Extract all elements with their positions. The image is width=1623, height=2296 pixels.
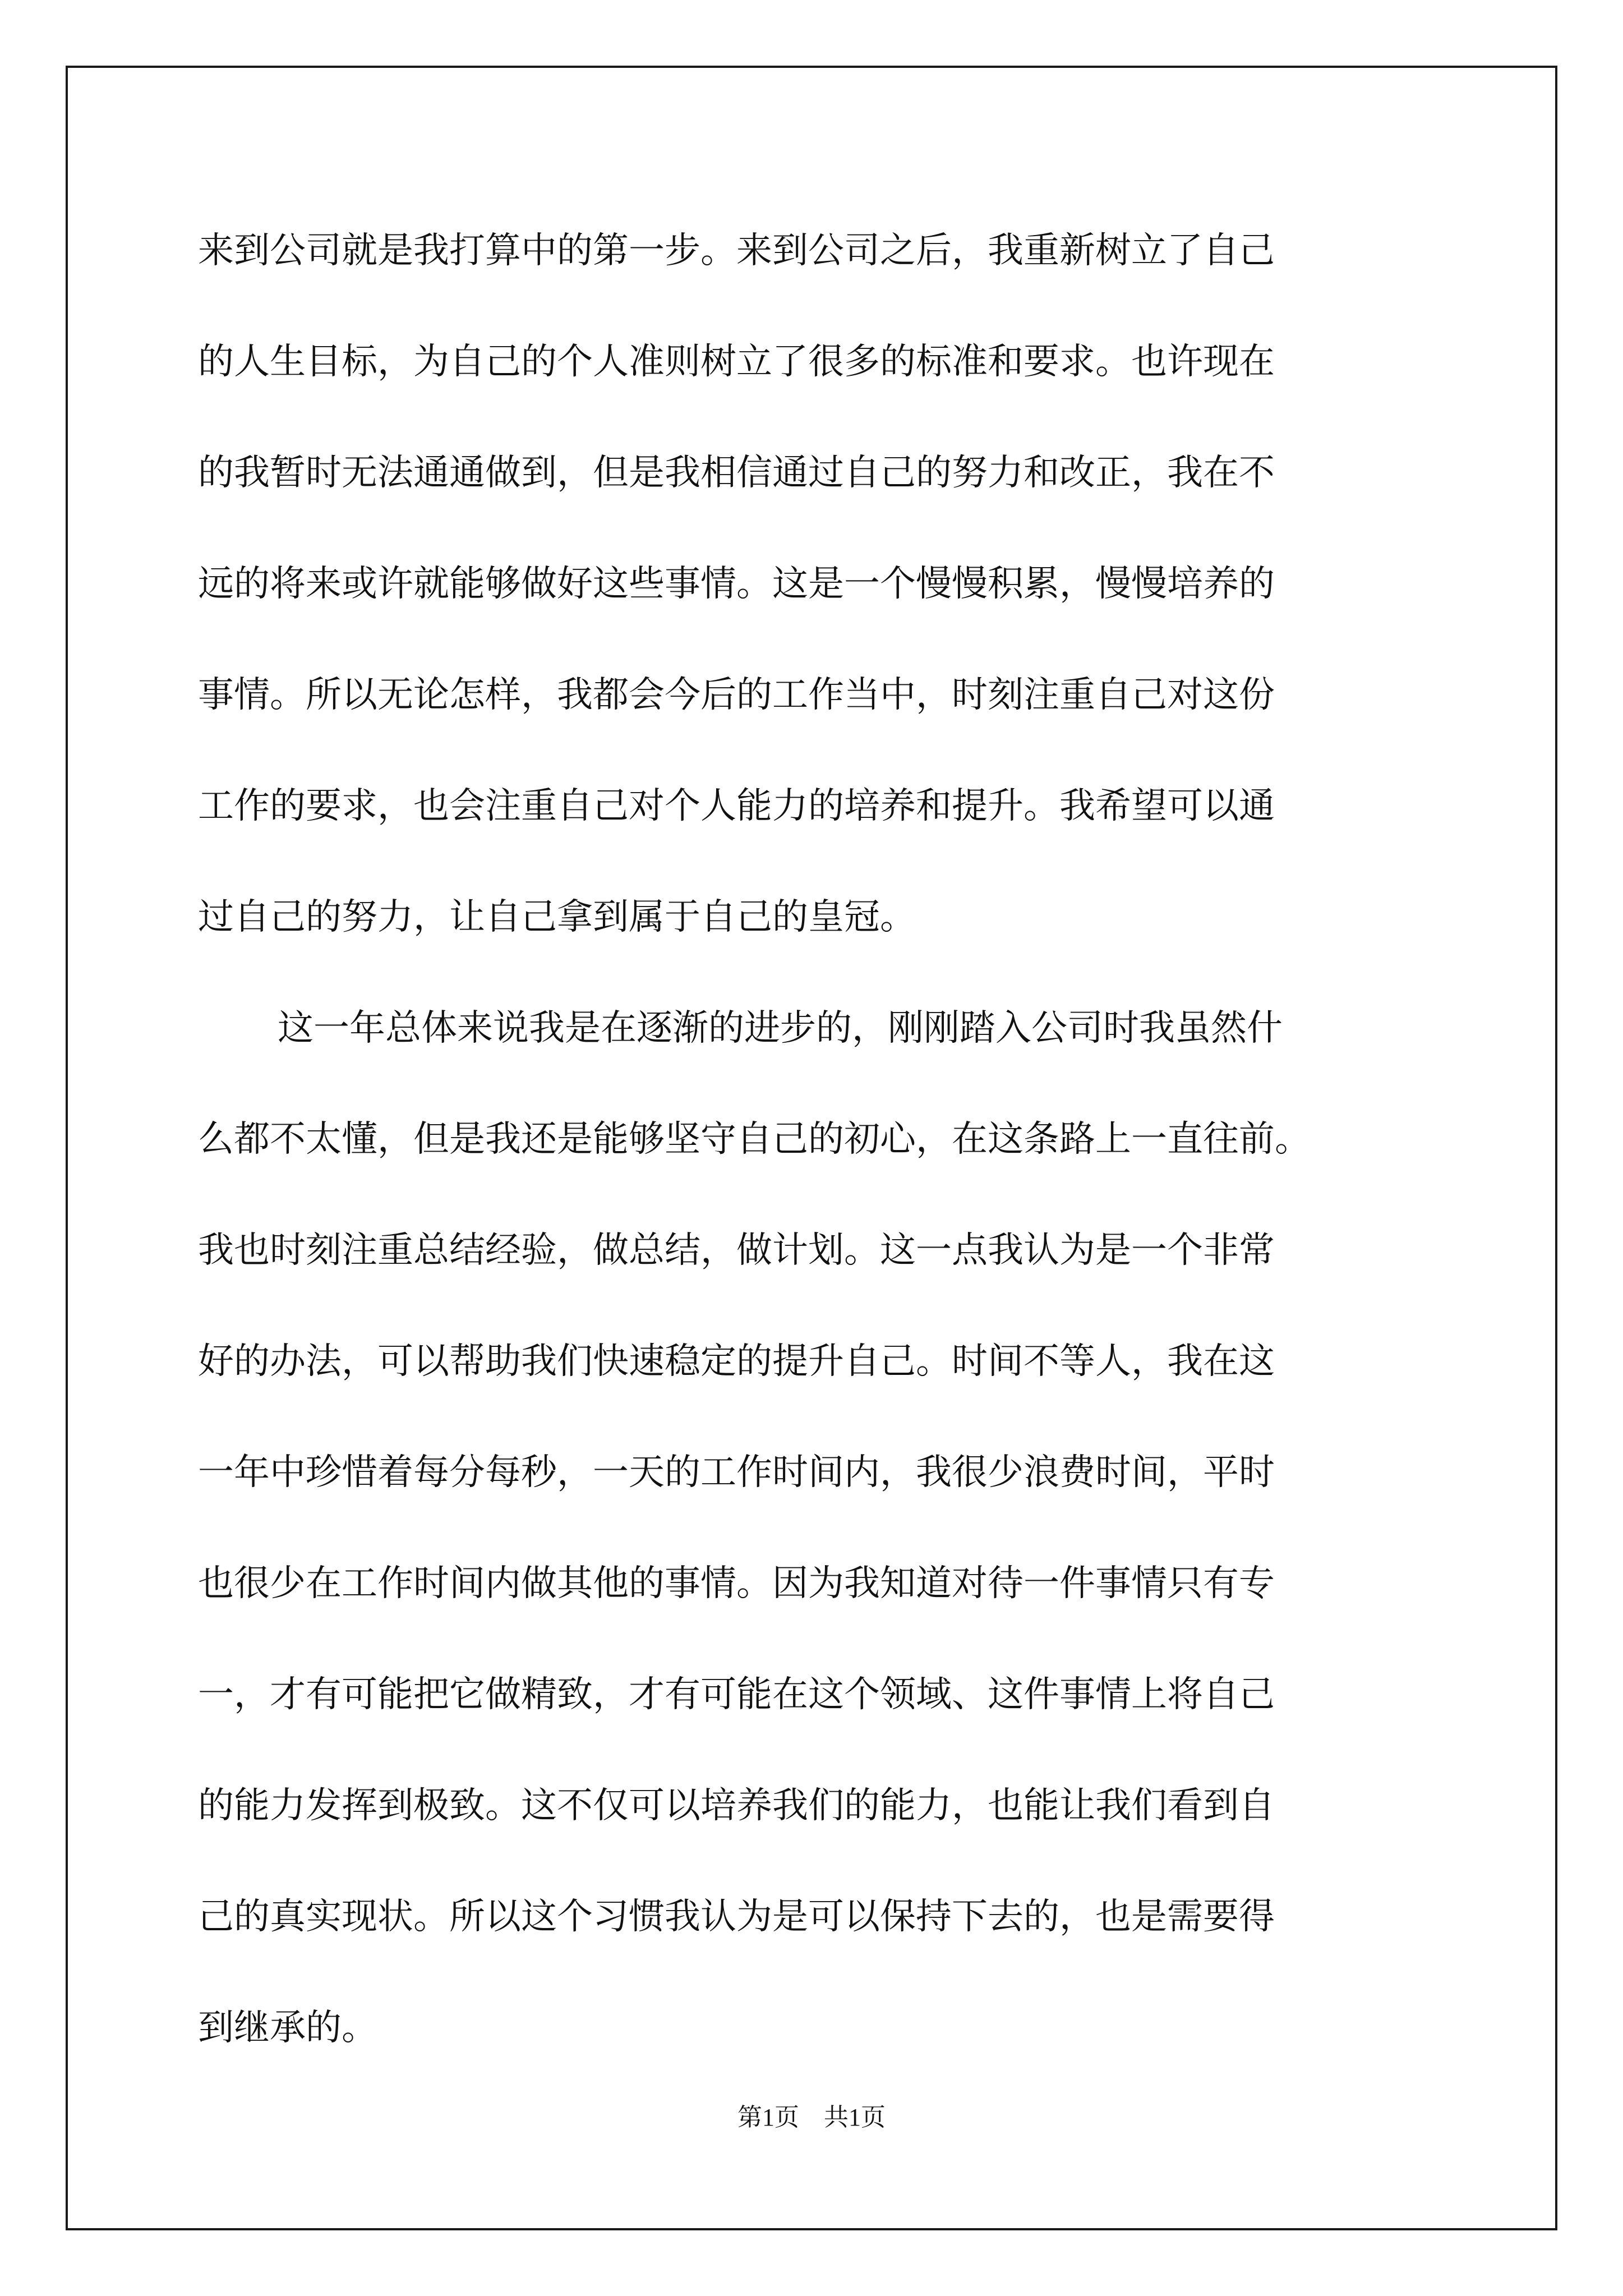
paragraph-2-line-2: 么都不太懂，但是我还是能够坚守自己的初心，在这条路上一直往前。	[198, 1119, 1311, 1160]
paragraph-2-line-3: 我也时刻注重总结经验，做总结，做计划。这一点我认为是一个非常	[198, 1230, 1275, 1271]
paragraph-1-line-2: 的人生目标，为自己的个人准则树立了很多的标准和要求。也许现在	[198, 341, 1275, 383]
paragraph-2-line-10: 到继承的。	[198, 2007, 377, 2049]
paragraph-2-line-5: 一年中珍惜着每分每秒，一天的工作时间内，我很少浪费时间，平时	[198, 1452, 1275, 1493]
paragraph-1-line-4: 远的将来或许就能够做好这些事情。这是一个慢慢积累，慢慢培养的	[198, 563, 1275, 605]
paragraph-2-line-8: 的能力发挥到极致。这不仅可以培养我们的能力，也能让我们看到自	[198, 1785, 1275, 1826]
paragraph-1-line-3: 的我暂时无法通通做到，但是我相信通过自己的努力和改正，我在不	[198, 452, 1275, 494]
paragraph-2-line-7: 一，才有可能把它做精致，才有可能在这个领域、这件事情上将自己	[198, 1674, 1275, 1715]
paragraph-2-line-6: 也很少在工作时间内做其他的事情。因为我知道对待一件事情只有专	[198, 1563, 1275, 1604]
page-number-footer: 第1页 共1页	[737, 2104, 886, 2131]
paragraph-2-line-4: 好的办法，可以帮助我们快速稳定的提升自己。时间不等人，我在这	[198, 1341, 1275, 1382]
paragraph-2-line-9: 己的真实现状。所以这个习惯我认为是可以保持下去的，也是需要得	[198, 1896, 1275, 1938]
paragraph-1-line-6: 工作的要求，也会注重自己对个人能力的培养和提升。我希望可以通	[198, 785, 1275, 827]
paragraph-1-line-5: 事情。所以无论怎样，我都会今后的工作当中，时刻注重自己对这份	[198, 674, 1275, 716]
paragraph-1-line-7: 过自己的努力，让自己拿到属于自己的皇冠。	[198, 896, 916, 938]
paragraph-2-line-1: 这一年总体来说我是在逐渐的进步的，刚刚踏入公司时我虽然什	[278, 1007, 1283, 1049]
paragraph-1-line-1: 来到公司就是我打算中的第一步。来到公司之后，我重新树立了自己	[198, 230, 1275, 272]
